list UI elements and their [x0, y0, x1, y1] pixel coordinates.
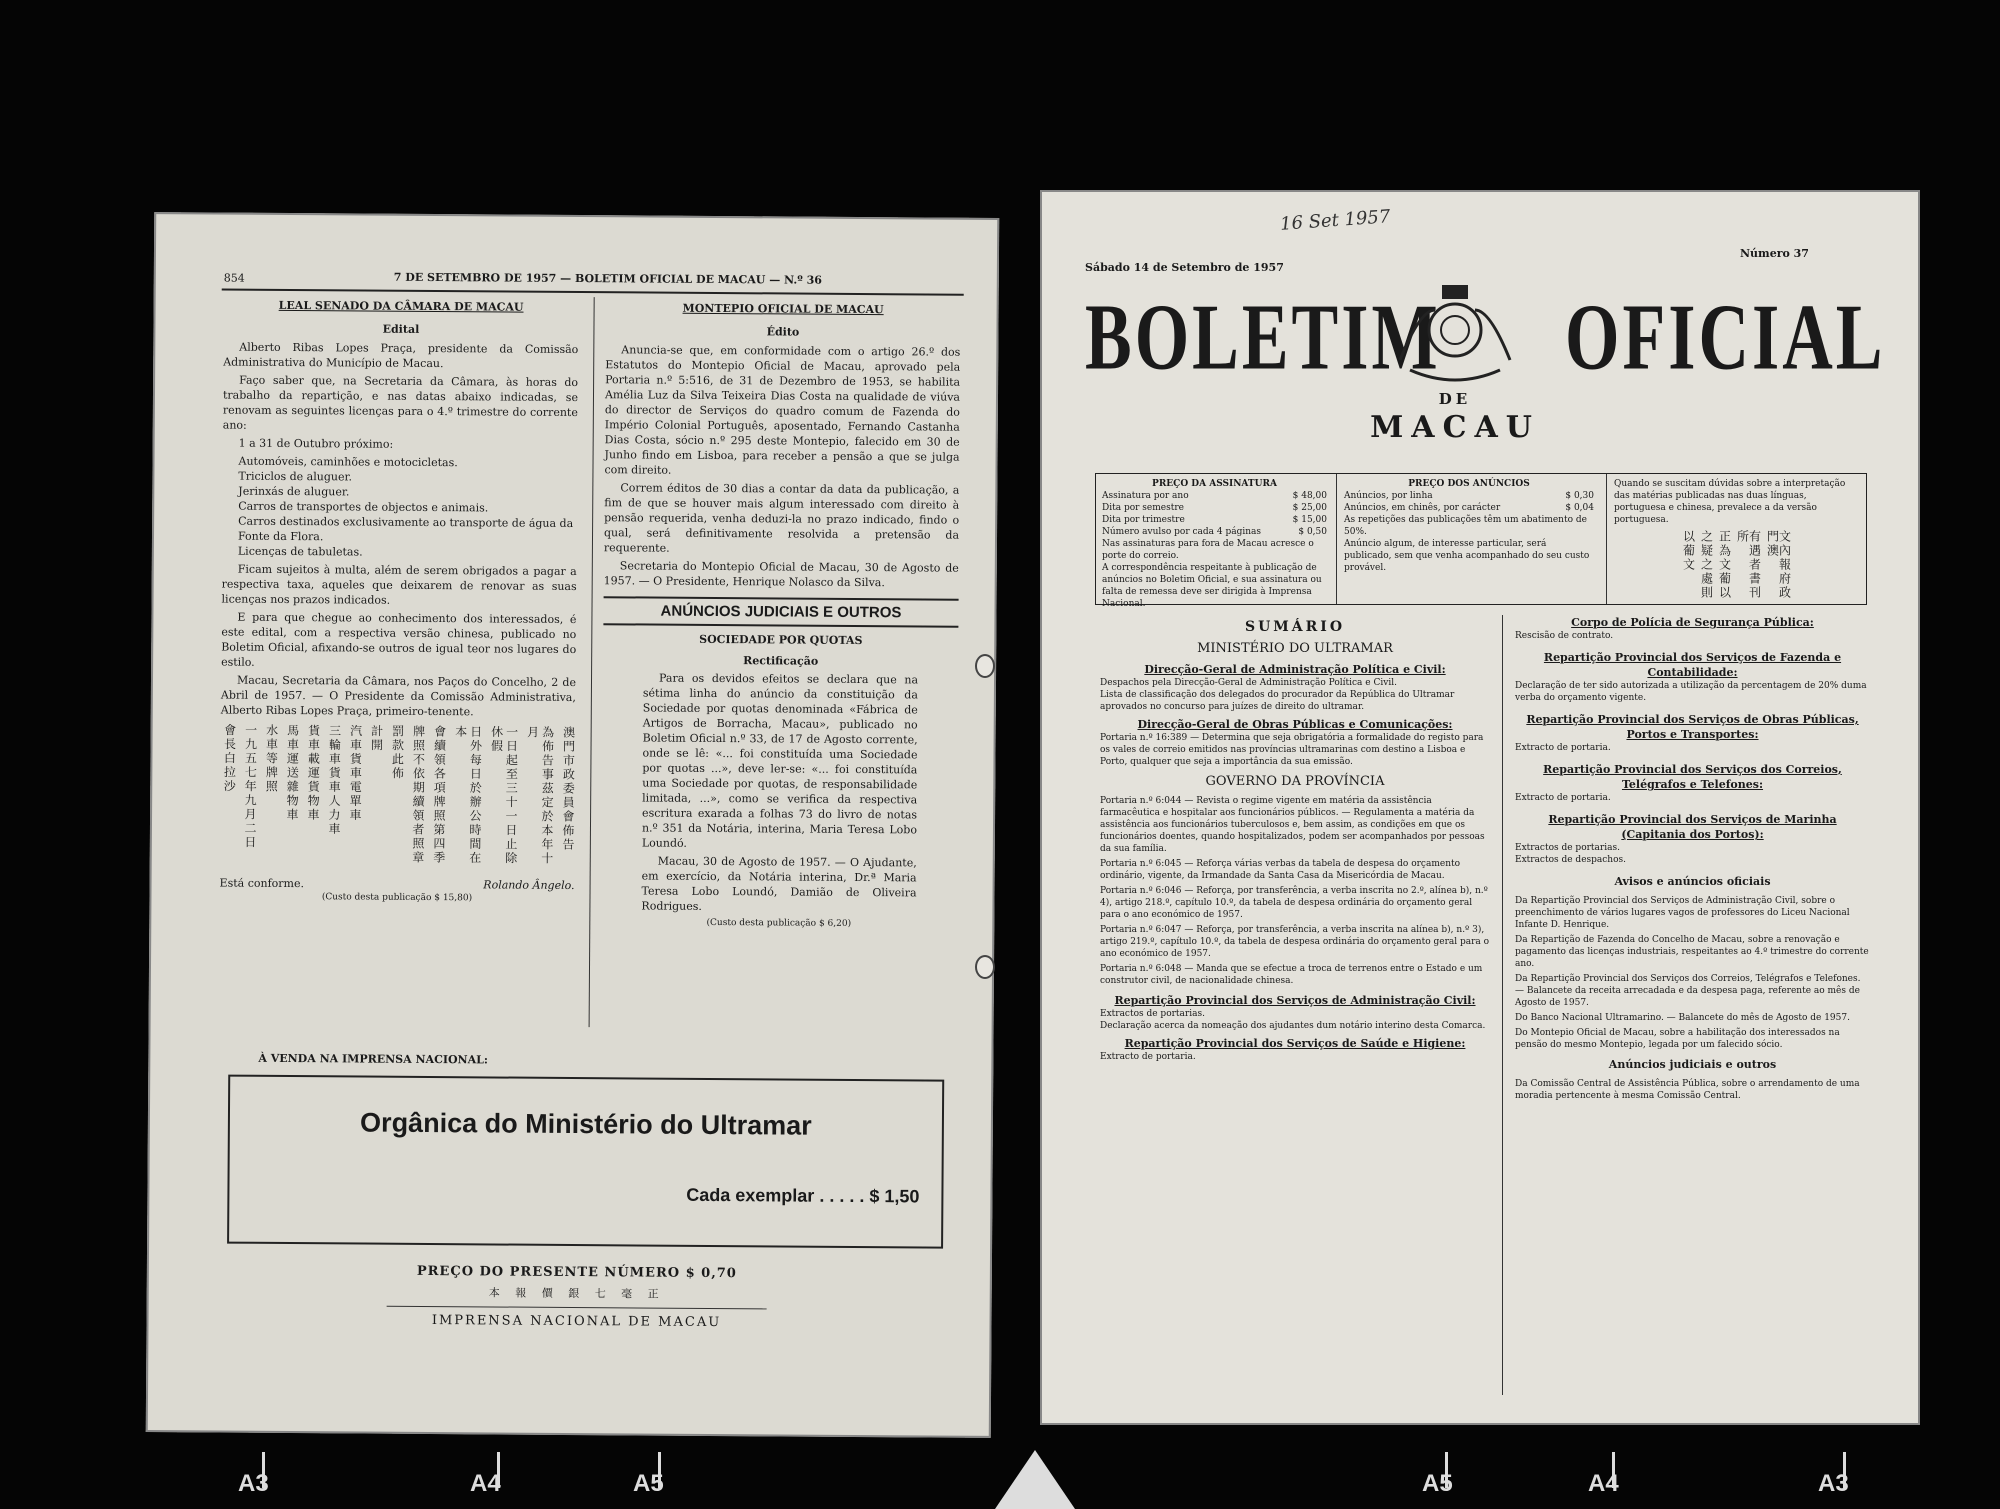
film-marker: A5: [633, 1470, 664, 1497]
sale-price: Cada exemplar . . . . . $ 1,50: [686, 1184, 920, 1207]
paragraph: Macau, Secretaria da Câmara, nos Paços do Concelho, 2 de Abril de 1957. — O Presidente da Comissão Administrativa, Alberto Ribas Lopes Praça, primeiro-tenente.: [220, 673, 577, 719]
aviso-item: Da Repartição de Fazenda do Concelho de Macau, sobre a renovação e pagamento das licenças industriais, respeitantes ao 4.º trimestre do corrente ano.: [1515, 935, 1869, 969]
paragraph: 1 a 31 de Outubro próximo:: [238, 436, 394, 451]
summary-text: Extracto de portaria.: [1515, 743, 1611, 753]
paragraph: Anuncia-se que, em conformidade com o artigo 26.º dos Estatutos do Montepio Oficial de Macau, aprovado pela Portaria n.º 5:516, de 31 de Dezembro de 1953, se habilita Amélia Luz da Silva Teixeira Dias Costa na qualidade de viúva do director de Serviços do quadro comum de Fazenda do Império Colonial Português, aposentado, Fernando Castanha Dias Costa, sócio n.º 295 deste Montepio, falecido em 30 de Junho findo em Lisboa, para receber a pensão a que se julga com direito.: [604, 343, 961, 477]
publication-cost: (Custo desta publicação $ 15,80): [321, 892, 473, 904]
price-label: Assinatura por ano: [1102, 491, 1189, 501]
portaria-item: Portaria n.º 6:047 — Reforça, por transferência, a verba inscrita na alínea b), n.º 3), artigo 219.º, capítulo 10.º, da tabela de despesa ordinária do orçamento geral para o ano económico de 1957.: [1100, 925, 1490, 959]
price-label: Dita por trimestre: [1102, 515, 1185, 525]
summary-col2: [1515, 615, 1870, 1102]
masthead-de: DE: [1438, 390, 1472, 408]
masthead-place: MACAU: [1370, 410, 1540, 445]
price-note: Quando se suscitam dúvidas sobre a interpretação das matérias publicadas nas duas línguas, portuguesa e chinesa, prevalece a da versão portuguesa.: [1614, 479, 1846, 525]
list-item: Licenças de tabuletas.: [237, 544, 363, 559]
subscription-prices: [1102, 478, 1327, 610]
paragraph: Ficam sujeitos à multa, além de serem obrigados a pagar a respectiva taxa, aqueles que deixarem de renovar as suas licenças nos prazos indicados.: [221, 562, 577, 607]
price-title: PREÇO DA ASSINATURA: [1152, 479, 1277, 489]
chinese-column: 馬車運送雜物車: [285, 723, 300, 823]
list-item: Carros destinados exclusivamente ao transporte de água da Fonte da Flora.: [237, 514, 574, 544]
aviso-item: Do Montepio Oficial de Macau, sobre a habilitação dos interessados na pensão do mesmo Montepio, legada por um falecido sócio.: [1515, 1028, 1840, 1050]
issue-price: PREÇO DO PRESENTE NÚMERO $ 0,70: [416, 1263, 737, 1282]
summary-heading: Repartição Provincial dos Serviços de Obras Públicas, Portos e Transportes:: [1526, 713, 1859, 741]
summary-text: Portaria n.º 16:389 — Determina que seja obrigatória a formalidade do registo para os vales de correio emitidos nas províncias ultramarinas com destino a Lisboa e Porto, qualquer que seja a importância da sua emissão.: [1100, 733, 1484, 767]
price-value: $ 25,00: [1292, 503, 1327, 513]
chinese-column: 一九五七年九月二日: [242, 723, 258, 850]
price-note: Nas assinaturas para fora de Macau acresce o porte do correio.: [1102, 539, 1314, 561]
film-marker: A4: [470, 1470, 501, 1497]
license-list: [222, 454, 578, 561]
issue-price-chinese: 本 報 價 銀 七 毫 正: [488, 1286, 665, 1301]
issue-number: Número 37: [1740, 247, 1809, 260]
chinese-column: 有遇者書刊所: [1735, 530, 1762, 600]
chinese-column: 會長白拉沙: [222, 723, 237, 794]
paragraph: Correm éditos de 30 dias a contar da data da publicação, a fim de que se houver mais algum interessado com direito à pensão requerida, venha deduzi-la no prazo indicado, findo o qual, será definitivamente resolvida a pretensão da requerente.: [603, 481, 960, 555]
masthead-word: BOLETIM: [1085, 286, 1441, 391]
summary-heading: Direcção-Geral de Administração Política e Civil:: [1144, 663, 1446, 676]
issue-date: Sábado 14 de Setembro de 1957: [1085, 261, 1284, 274]
governo-title: GOVERNO DA PROVÍNCIA: [1205, 774, 1385, 789]
avisos-title: Avisos e anúncios oficiais: [1614, 875, 1771, 888]
summary-col1: [1100, 620, 1490, 1063]
summary-heading: Repartição Provincial dos Serviços de Saúde e Higiene:: [1124, 1037, 1466, 1050]
judiciais-item: Da Comissão Central de Assistência Pública, sobre o arrendamento de uma moradia pertencente à mesma Comissão Central.: [1515, 1079, 1860, 1101]
chinese-column: 會續領各項牌照第四季: [431, 725, 447, 866]
chinese-column: 為佈告事茲定於本年十月: [525, 725, 555, 866]
price-value: $ 48,00: [1292, 491, 1327, 501]
price-value: $ 0,04: [1565, 503, 1594, 513]
paragraph: E para que chegue ao conhecimento dos interessados, é este edital, com a respectiva versão chinesa, publicado no Boletim Oficial, afixando-se outros de igual teor nos lugares do estilo.: [221, 610, 577, 669]
chinese-column: 正為文葡以: [1717, 530, 1732, 600]
chinese-column: 水車等牌照: [264, 723, 279, 794]
left-col2: [601, 300, 960, 930]
summary-text: Rescisão de contrato.: [1515, 631, 1614, 641]
price-value: $ 0,50: [1298, 527, 1327, 537]
summary-text: Extracto de portaria.: [1100, 1052, 1196, 1062]
center-triangle-icon: [995, 1450, 1075, 1509]
summary-heading: Direcção-Geral de Obras Públicas e Comunicações:: [1137, 718, 1453, 731]
summary-text: Extractos de portarias. Extractos de despachos.: [1515, 843, 1627, 865]
page-number: 854: [223, 271, 245, 285]
price-note: A correspondência respeitante à publicação de anúncios no Boletim Oficial, e sua assinatura ou falta de remessa deve ser dirigida à Imprensa Nacional.: [1102, 563, 1322, 609]
list-item: Automóveis, caminhões e motocicletas.: [238, 454, 458, 470]
chinese-column: 牌照不依期續領者照章: [410, 724, 426, 865]
aviso-item: Da Repartição Provincial dos Serviços de Administração Civil, sobre o preenchimento de vários lugares vagos de professores do Liceu Nacional Infante D. Henrique.: [1515, 896, 1850, 930]
price-title: PREÇO DOS ANÚNCIOS: [1408, 479, 1530, 489]
sale-heading: À VENDA NA IMPRENSA NACIONAL:: [258, 1051, 489, 1067]
sale-box: [227, 1075, 944, 1249]
page-footer: [336, 1263, 816, 1330]
price-value: $ 0,30: [1565, 491, 1594, 501]
price-value: $ 15,00: [1292, 515, 1327, 525]
binding-hole: [975, 955, 995, 979]
paragraph: Alberto Ribas Lopes Praça, presidente da Comissão Administrativa do Município de Macau.: [223, 340, 579, 371]
section-title: LEAL SENADO DA CÂMARA DE MACAU: [278, 298, 524, 314]
portaria-item: Portaria n.º 6:045 — Reforça várias verbas da tabela de despesa do orçamento ordinário, vigente, da Irmandade da Santa Casa da Misericórdia de Macau.: [1100, 859, 1461, 881]
section-title: SOCIEDADE POR QUOTAS: [699, 632, 863, 648]
summary-heading: Repartição Provincial dos Serviços de Marinha (Capitania dos Portos):: [1548, 813, 1837, 841]
chinese-column: 日外每日於辦公時間在本: [453, 725, 483, 866]
paragraph: Para os devidos efeitos se declara que na sétima linha do anúncio da constituição da Sociedade por quotas denominada «Fábrica de Artigos de Borracha, Macau», publicado no Boletim Oficial n.º 33, de 17 de Agosto corrente, onde se lê: «... foi constituída uma Sociedade por quotas ...», deve ler-se: «... foi constituída uma Sociedade por quotas, de responsabilidade limitada, ...», como se verifica da respectiva escritura exarada a folhas 73 do livro de notas n.º 351 da Notária, interina, Maria Teresa Lobo Loundó.: [641, 671, 919, 850]
summary-text: Extracto de portaria.: [1515, 793, 1611, 803]
left-page: [146, 212, 999, 1438]
summary-heading: Repartição Provincial dos Serviços dos Correios, Telégrafos e Telefones:: [1543, 763, 1842, 791]
section-subtitle: Rectificação: [743, 654, 819, 668]
section-subtitle: Édito: [766, 325, 800, 339]
portaria-item: Portaria n.º 6:046 — Reforça, por transferência, a verba inscrita no 2.º, alínea b), n.º 4), artigo 218.º, capítulo 10.º, da tabela de despesa ordinária do orçamento geral para o ano económico de 1957.: [1100, 886, 1488, 920]
printer-name: IMPRENSA NACIONAL DE MACAU: [431, 1313, 722, 1331]
publication-cost: (Custo desta publicação $ 6,20): [706, 917, 852, 929]
price-label: Anúncios, por linha: [1344, 491, 1433, 501]
portaria-item: Portaria n.º 6:044 — Revista o regime vigente em matéria da assistência farmacêutica e hospitalar aos funcionários públicos. — Regulamenta a matéria da assistência aos funcionários tuberculosos e, bem assim, as condições em que os funcionários doentes, quando hospitalizados, podem ser acompanhados por pessoas da sua família.: [1100, 796, 1485, 854]
chinese-note: [1614, 530, 1859, 605]
paragraph: Faço saber que, na Secretaria da Câmara, às horas do trabalho da repartição, e nas datas abaixo indicadas, se renovam as seguintes licenças para o 4.º trimestre do corrente ano:: [222, 373, 579, 432]
chinese-column: 貨車載運貨物車: [306, 724, 321, 823]
chinese-column: 三輪車貨車人力車: [326, 724, 342, 837]
price-box: [1095, 473, 1867, 609]
list-item: Triciclos de aluguer.: [238, 469, 353, 484]
summary-text: Extractos de portarias. Declaração acerca da nomeação dos ajudantes dum notário interino desta Comarca.: [1100, 1009, 1486, 1031]
summary-heading: Repartição Provincial dos Serviços de Administração Civil:: [1114, 994, 1476, 1007]
chinese-column: 文內報府政門澳: [1765, 530, 1792, 600]
film-marker: A3: [238, 1470, 269, 1497]
section-subtitle: Edital: [382, 322, 420, 336]
running-title: 7 DE SETEMBRO DE 1957 — BOLETIM OFICIAL DE MACAU — N.º 36: [393, 270, 822, 287]
list-item: Carros de transportes de objectos e animais.: [238, 499, 489, 515]
paragraph: Macau, 30 de Agosto de 1957. — O Ajudante, em exercício, da Notária interina, Dr.ª Maria Teresa Lobo Loundó, Damião de Oliveira Rodrigues.: [641, 854, 917, 913]
section-banner: ANÚNCIOS JUDICIAIS E OUTROS: [603, 596, 958, 627]
film-marker: A3: [1818, 1470, 1849, 1497]
film-marker: A4: [1588, 1470, 1619, 1497]
aviso-item: Do Banco Nacional Ultramarino. — Balancete do mês de Agosto de 1957.: [1515, 1013, 1850, 1023]
chinese-column: 之疑之處則: [1699, 530, 1714, 600]
list-item: Jerinxás de aluguer.: [238, 484, 350, 499]
chinese-column: 汽車貨車電單車: [348, 724, 363, 823]
receipt-stamp: 16 Set 1957: [1279, 206, 1391, 235]
chinese-column: 罰款此佈: [390, 724, 405, 781]
chinese-column: 澳門市政委員會佈告: [560, 725, 576, 853]
ministry-title: MINISTÉRIO DO ULTRAMAR: [1197, 641, 1393, 656]
price-label: Anúncios, em chinês, por carácter: [1344, 503, 1501, 513]
left-col1: [219, 298, 578, 905]
summary-text: Declaração de ter sido autorizada a utilização da percentagem de 20% duma verba do orçamento vigente.: [1515, 681, 1867, 703]
price-label: Dita por semestre: [1102, 503, 1184, 513]
chinese-column: 以葡文: [1681, 530, 1696, 572]
chinese-column: 計開: [369, 724, 384, 753]
aviso-item: Da Repartição Provincial dos Serviços dos Correios, Telégrafos e Telefones. — Balancete da receita arrecadada e da despesa paga, referente ao mês de Agosto de 1957.: [1515, 974, 1861, 1008]
language-note: [1614, 478, 1859, 605]
conforme-label: Está conforme.: [219, 876, 305, 891]
price-note: Anúncio algum, de interesse particular, será publicado, sem que venha acompanhado do seu custo provável.: [1344, 539, 1590, 573]
right-page: [1040, 190, 1920, 1425]
film-marker: A5: [1422, 1470, 1453, 1497]
coat-of-arms-icon: [1380, 270, 1530, 400]
judiciais-title: Anúncios judiciais e outros: [1608, 1058, 1777, 1071]
price-note: As repetições das publicações têm um abatimento de 50%.: [1344, 515, 1587, 537]
chinese-edict: [220, 724, 576, 876]
paragraph: Secretaria do Montepio Oficial de Macau, 30 de Agosto de 1957. — O Presidente, Henrique Nolasco da Silva.: [603, 559, 959, 590]
summary-heading: Corpo de Polícia de Segurança Pública:: [1571, 616, 1814, 629]
summary-heading: Repartição Provincial dos Serviços de Fazenda e Contabilidade:: [1543, 651, 1842, 679]
section-title: MONTEPIO OFICIAL DE MACAU: [682, 301, 884, 317]
summary-text: Despachos pela Direcção-Geral de Administração Política e Civil. Lista de classificação dos delegados do procurador da República do Ultramar aprovados no concurso para juízes de direito do ultramar.: [1100, 678, 1455, 712]
chinese-column: 一日起至三十一日止除休假: [489, 725, 519, 866]
ad-prices: [1344, 478, 1594, 574]
signatory: Rolando Ângelo.: [483, 878, 575, 893]
portaria-item: Portaria n.º 6:048 — Manda que se efectue a troca de terrenos entre o Estado e um construtor civil, de nacionalidade chinesa.: [1100, 964, 1483, 986]
price-label: Número avulso por cada 4 páginas: [1102, 527, 1262, 537]
binding-hole: [975, 654, 995, 678]
sale-title: Orgânica do Ministério do Ultramar: [360, 1107, 812, 1141]
summary-title: SUMÁRIO: [1244, 619, 1346, 635]
masthead-word: OFICIAL: [1565, 286, 1886, 391]
